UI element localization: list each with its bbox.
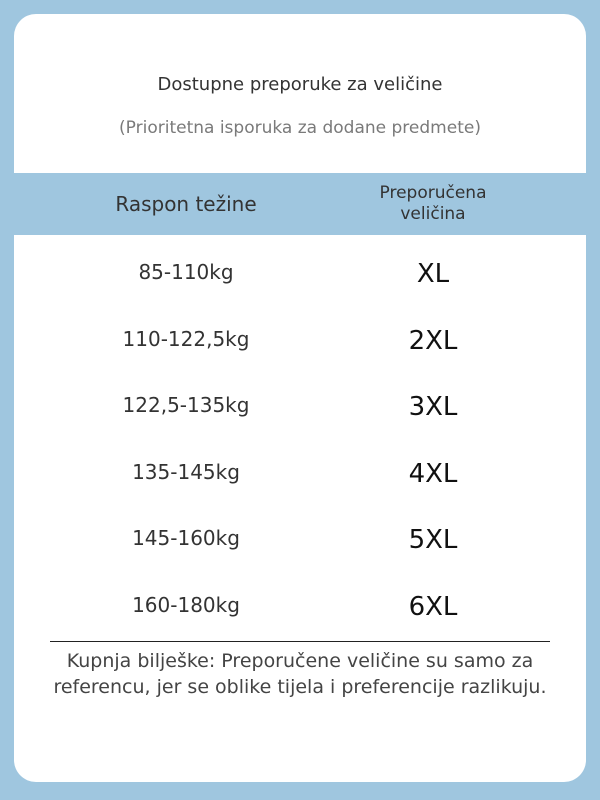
- weight-range-cell: 110-122,5kg: [122, 326, 250, 351]
- header-recommended-size: [358, 173, 508, 235]
- size-cell: 2XL: [408, 325, 458, 356]
- weight-range-cell: 85-110kg: [138, 260, 234, 284]
- table-row: [14, 573, 586, 640]
- purchase-note: Kupnja bilješke: Preporučene veličine su samo za referencu, jer se oblike tijela i preferencije razlikuju.: [53, 650, 547, 698]
- table-row: [14, 373, 586, 440]
- page-subtitle: (Prioritetna isporuka za dodane predmete): [119, 118, 481, 138]
- table-row: [14, 307, 586, 374]
- size-cell: 4XL: [408, 458, 458, 489]
- page-title: Dostupne preporuke za veličine: [157, 74, 443, 95]
- table-header: [14, 173, 586, 235]
- weight-range-cell: 145-160kg: [132, 526, 240, 550]
- note-divider: [50, 641, 550, 642]
- weight-range-cell: 160-180kg: [132, 592, 240, 617]
- size-cell: XL: [416, 259, 450, 289]
- size-cell: 5XL: [408, 525, 458, 555]
- header-recommended-size-line1: Preporučena: [379, 183, 487, 203]
- table-row: [14, 506, 586, 573]
- size-table-body: [14, 240, 586, 639]
- header-recommended-size-line2: veličina: [400, 204, 466, 224]
- header-weight-range: Raspon težine: [115, 192, 257, 216]
- table-row: [14, 440, 586, 507]
- size-cell: 6XL: [408, 591, 458, 622]
- size-cell: 3XL: [408, 392, 458, 422]
- size-guide-card: [14, 14, 586, 782]
- weight-range-cell: 135-145kg: [132, 459, 240, 484]
- weight-range-cell: 122,5-135kg: [122, 393, 250, 417]
- table-row: [14, 240, 586, 307]
